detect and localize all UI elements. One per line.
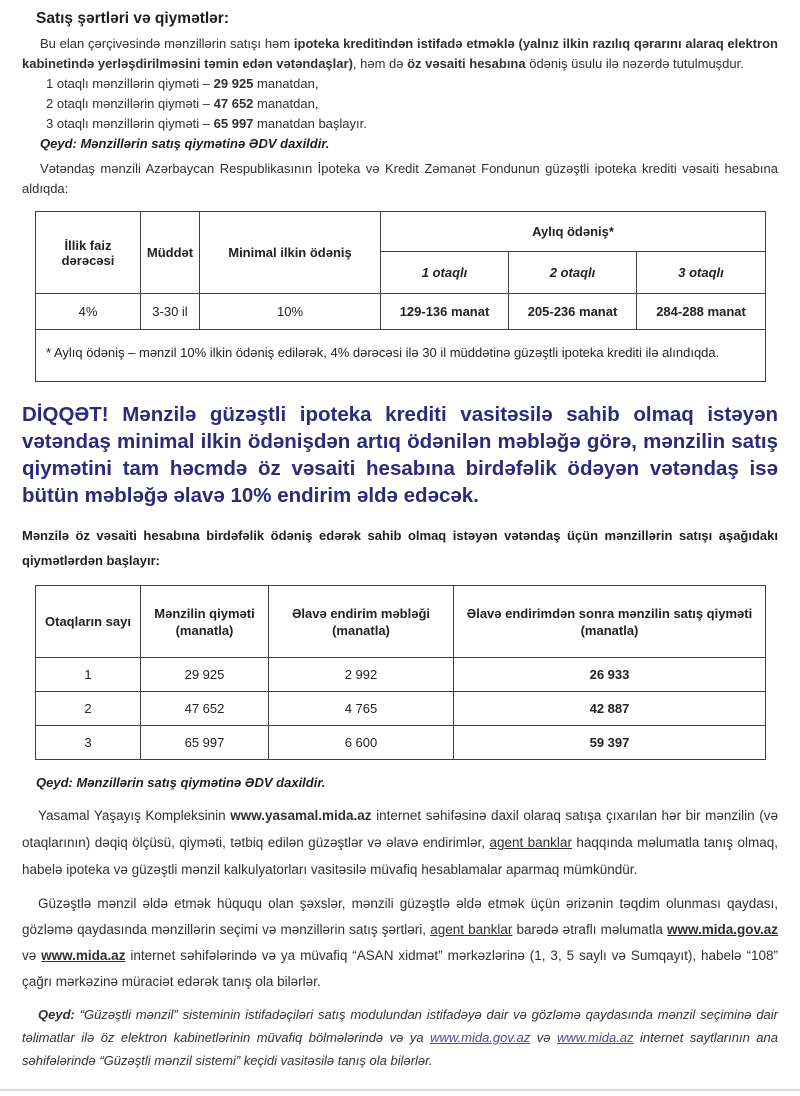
price-1-suffix: manatdan, (253, 76, 319, 91)
mortgage-table-header-row (36, 212, 766, 252)
price-1-amount: 29 925 (213, 76, 254, 91)
price-3-amount: 65 997 (213, 116, 254, 131)
credit-paragraph: Vətəndaş mənzili Azərbaycan Respublikasının İpoteka və Kredit Zəmanət Fondunun güzəştli ipoteka krediti vəsaiti hesabına aldıqda: (22, 161, 778, 196)
price-line-3-room (46, 114, 778, 134)
mida-gov-link[interactable]: www.mida.gov.az (666, 922, 779, 937)
price-cell: 29 925 (141, 658, 269, 692)
agent-banks-emphasis-1: agent banklar (489, 835, 572, 850)
rooms-cell: 3 (36, 726, 141, 760)
discount-table-row-2 (36, 692, 766, 726)
vat-note-2: Qeyd: Mənzillərin satış qiymətinə ƏDV daxildir. (36, 775, 326, 790)
agent-banks-emphasis-2: agent banklar (430, 922, 513, 937)
final-price-cell: 59 397 (454, 726, 766, 760)
final-price-cell: 42 887 (454, 692, 766, 726)
mida-link[interactable]: www.mida.az (41, 948, 126, 963)
price-cell: 47 652 (141, 692, 269, 726)
discount-table-row-1 (36, 658, 766, 692)
discount-cell: 2 992 (269, 658, 454, 692)
rooms-cell: 1 (36, 658, 141, 692)
bottom-divider (0, 1089, 800, 1091)
rooms-cell: 2 (36, 692, 141, 726)
header-extra-discount-cell (269, 586, 454, 658)
cash-payment-paragraph: Mənzilə öz vəsaiti hesabına birdəfəlik ödəniş edərək sahib olmaq istəyən vətəndaş üçün mənzillərin satışı aşağıdakı qiymətlərdən başlayır: (22, 528, 778, 568)
info-seg1: Güzəştlə mənzil əldə etmək hüququ olan şəxslər, mənzili güzəştlə əldə etmək üçün ərizənin təqdim olunması qaydası, gözləmə qaydasında mənzillərin seçimi və mənzillərin satış şərtləri, (22, 896, 778, 937)
header-min-initial-payment-cell: Minimal ilkin ödəniş (200, 212, 381, 294)
discount-cell: 6 600 (269, 726, 454, 760)
mortgage-table-footnote-row (36, 330, 766, 382)
final-mida-gov-link[interactable]: www.mida.gov.az (430, 1030, 531, 1045)
min-payment-value-cell: 10% (200, 294, 381, 330)
header-extra-discount-label: Əlavə endirim məbləği (291, 605, 431, 621)
final-price-cell: 26 933 (454, 658, 766, 692)
website-seg1: Yasamal Yaşayış Kompleksinin (38, 808, 231, 823)
header-annual-rate-cell: İllik faiz dərəcəsi (36, 212, 141, 294)
website-paragraph (22, 802, 778, 883)
subheader-2-room-cell: 2 otaqlı (509, 252, 637, 294)
website-seg3: haqqında məlumatla tanış olmaq, habelə ipoteka və güzəştli mənzil kalkulyatorları vasitəsilə müvafiq hesablamalar aparmaq mümkündür. (22, 835, 778, 877)
discount-table (35, 585, 766, 760)
price-3-prefix: 3 otaqlı mənzillərin qiyməti – (46, 116, 214, 131)
info-seg3: və (22, 948, 42, 963)
final-note-seg2: və (530, 1030, 557, 1045)
info-seg2: barədə ətraflı məlumatla (512, 922, 667, 937)
price-1-prefix: 1 otaqlı mənzillərin qiyməti – (46, 76, 214, 91)
final-note-seg1: “Güzəştli mənzil” sisteminin istifadəçiləri satış modulundan istifadəyə dair və gözləmə qaydasında mənzil seçiminə dair təlimatlar ilə öz elektron kabinetlərinin müvafiq bölmələrində və ya (22, 1007, 778, 1045)
subheader-1-room-cell: 1 otaqlı (381, 252, 509, 294)
monthly-1-room-value-cell: 129-136 manat (381, 294, 509, 330)
header-monthly-payment-cell: Aylıq ödəniş* (381, 212, 766, 252)
subheader-3-room-cell: 3 otaqlı (637, 252, 766, 294)
info-seg4: internet səhifələrində və ya müvafiq “ASAN xidmət” mərkəzlərinə (1, 3, 5 saylı və Sumqayıt), habelə “108” çağrı mərkəzinə müraciət edərək tanış ola bilərlər. (22, 948, 778, 989)
final-note-paragraph (22, 1003, 778, 1072)
monthly-2-room-value-cell: 205-236 manat (509, 294, 637, 330)
header-room-count-label: Otaqların sayı (45, 614, 131, 629)
mortgage-table-data-row (36, 294, 766, 330)
price-cell: 65 997 (141, 726, 269, 760)
header-apartment-price-cell (141, 586, 269, 658)
info-paragraph (22, 891, 778, 995)
intro-own-funds-bold: öz vəsaiti hesabına (407, 56, 526, 71)
term-value-cell: 3-30 il (141, 294, 200, 330)
rate-value-cell: 4% (36, 294, 141, 330)
final-note-seg3: internet saytlarının ana səhifələrində “Güzəştli mənzil sistemi” keçidi vasitəsilə tanış ola bilərlər. (22, 1030, 778, 1068)
intro-paragraph (22, 34, 778, 74)
vat-note-1: Qeyd: Mənzillərin satış qiymətinə ƏDV daxildir. (40, 136, 330, 151)
header-final-price-label: Əlavə endirimdən sonra mənzilin satış qiyməti (466, 605, 753, 621)
price-line-1-room (46, 74, 778, 94)
attention-paragraph: DİQQƏT! Mənzilə güzəştli ipoteka krediti vasitəsilə sahib olmaq istəyən vətəndaş minimal ilkin ödənişdən artıq ödənilən məbləğə görə, mənzilin satış qiymətini tam həcmdə öz vəsaiti hesabına birdəfəlik ödəyən vətəndaş isə bütün məbləğə əlavə 10% endirim əldə edəcək. (22, 403, 778, 507)
header-final-price-unit: (manatla) (580, 622, 639, 638)
bottom-section (22, 773, 778, 1072)
final-mida-link[interactable]: www.mida.az (556, 1030, 634, 1045)
price-2-suffix: manatdan, (253, 96, 319, 111)
price-2-amount: 47 652 (213, 96, 254, 111)
intro-seg5: ödəniş üsulu ilə nəzərdə tutulmuşdur. (525, 56, 744, 71)
price-3-suffix: manatdan başlayır. (253, 116, 367, 131)
price-line-2-room (46, 94, 778, 114)
discount-table-row-3 (36, 726, 766, 760)
mortgage-table-footnote-cell: * Aylıq ödəniş – mənzil 10% ilkin ödəniş edilərək, 4% dərəcəsi ilə 30 il müddətinə güzəştli ipoteka krediti ilə alındıqda. (36, 330, 766, 382)
page-title: Satış şərtləri və qiymətlər: (36, 10, 229, 27)
intro-mortgage-bold: ipoteka kreditindən istifadə etməklə (yalnız ilkin razılıq qərarını alaraq elektron kabinetində yerləşdirilməsini təmin edən vətəndaşlar) (22, 36, 778, 71)
price-2-prefix: 2 otaqlı mənzillərin qiyməti – (46, 96, 214, 111)
intro-seg3: , həm də (352, 56, 408, 71)
yasamal-mida-link[interactable]: www.yasamal.mida.az (230, 808, 372, 823)
discount-table-header-row (36, 586, 766, 658)
header-apartment-price-label: Mənzilin qiyməti (154, 605, 255, 621)
header-final-price-cell (454, 586, 766, 658)
intro-seg1: Bu elan çərçivəsində mənzillərin satışı həm (40, 36, 294, 51)
mortgage-table (35, 211, 766, 382)
header-apartment-price-unit: (manatla) (175, 622, 234, 638)
discount-cell: 4 765 (269, 692, 454, 726)
monthly-3-room-value-cell: 284-288 manat (637, 294, 766, 330)
header-term-cell: Müddət (141, 212, 200, 294)
header-room-count-cell (36, 586, 141, 658)
final-note-label: Qeyd: (38, 1007, 75, 1022)
header-extra-discount-unit: (manatla) (332, 622, 390, 638)
website-seg2: internet səhifəsinə daxil olaraq satışa çıxarılan hər bir mənzilin (və otaqlarının) dəqiq ölçüsü, qiyməti, tətbiq edilən güzəştlər və əlavə endirimlər, (22, 808, 778, 850)
